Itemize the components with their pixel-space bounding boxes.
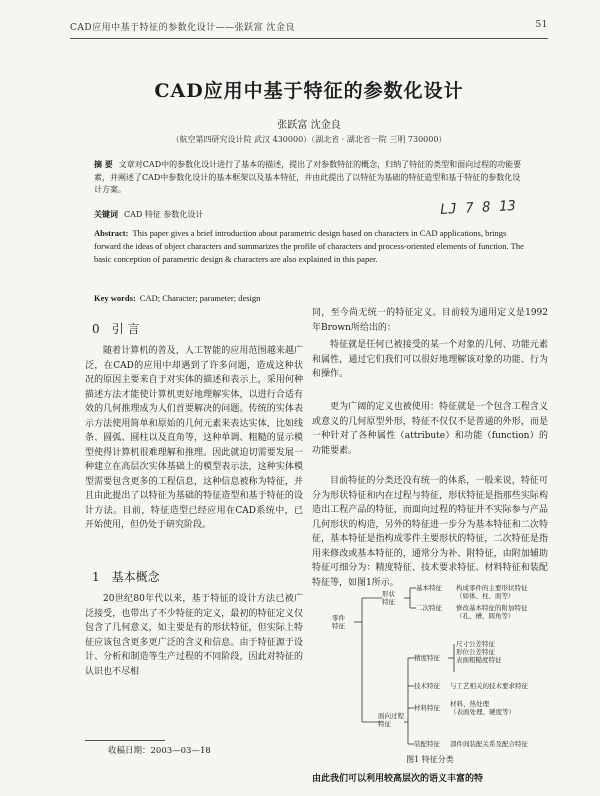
paper-title: CAD应用中基于特征的参数化设计 bbox=[154, 80, 464, 102]
node-tech-desc: 与工艺相关的技术要求特征 bbox=[450, 682, 528, 690]
keywords-en-label: Key words: bbox=[94, 293, 136, 303]
keywords-en-text: CAD; Character; parameter; design bbox=[139, 293, 261, 303]
right-paragraph-1: 同，至今尚无统一的特征定义。目前较为通用定义是1992年Brown所给出的： bbox=[312, 308, 548, 333]
concept-paragraph: 20世纪80年代以来，基于特征的设计方法已被广泛接受，也带出了不少特征的定义，最初的特征定义仅包含了几何意义，如主要是有的形状特征，但实际上特征应该包含更多更广泛的含义和信息。由于特征源于设计、分析和制造等生产过程的不同阶段，因此对特征的认识也不尽相 bbox=[85, 594, 303, 677]
node-precision: 精度特征 bbox=[414, 654, 440, 662]
abstract-en bbox=[94, 227, 524, 267]
figure-1 bbox=[330, 582, 546, 752]
section-1-title: 基本概念 bbox=[111, 570, 160, 584]
right-paragraph-3: 更为广阔的定义也被使用：特征就是一个包含工程含义或意义的几何原型外形，特征不仅仅不是普通的外形，而是一种针对了各种属性（attribute）和功能（function）的功能要素。 bbox=[312, 402, 548, 456]
keywords-en bbox=[94, 292, 524, 305]
section-0-number: 0 bbox=[92, 322, 100, 336]
node-tech: 技术特征 bbox=[414, 682, 440, 690]
section-1-number: 1 bbox=[92, 570, 100, 584]
right-paragraph-4: 目前特征的分类还没有统一的体系，一般来说，特征可分为形状特征和内在过程与特征，形状特征是指那些实际构造出工程产品的特征，而面向过程的特征并不实际参与产品几何形状的构造，另外的特征进一步分为基本特征和二次特征，基本特征是指构成零件主要形状的特征，二次特征是指用来修改或基本特征的，通常分为补、附特征，由附加辅助特征可细分为：精度特征、技术要求特征、材料特征和装配特征等，如图1所示。 bbox=[312, 476, 548, 588]
node-basic-desc: 构成零件的主要形状特征（如体、柱、面等） bbox=[456, 584, 528, 600]
abstract-en-text: This paper gives a brief introduction about parametric design based on characters in CAD applications, brings forward the ideas of object characters and summarizes the profile of characters and process-oriented elements of function. The basic conception of parametric design & characters are also explained in this paper. bbox=[94, 228, 524, 265]
node-root: 零件特征 bbox=[332, 614, 345, 630]
feature-tree-diagram bbox=[330, 582, 546, 752]
node-material-desc: 材料、热处理（表面处理、硬度等） bbox=[450, 700, 515, 716]
right-column-last-line: 由此我们可以利用较高层次的语义丰富的特 bbox=[312, 774, 484, 784]
page-number: 51 bbox=[535, 20, 548, 30]
node-process: 面向过程特征 bbox=[378, 712, 404, 728]
footnote-rule bbox=[85, 740, 165, 741]
node-material: 材料特征 bbox=[414, 704, 440, 712]
header-rule bbox=[70, 38, 548, 39]
keywords-cn-label: 关键词 bbox=[94, 209, 118, 219]
abstract-cn-label: 摘 要 bbox=[94, 159, 113, 169]
node-shape: 形状特征 bbox=[382, 590, 395, 606]
abstract-en-label: Abstract: bbox=[94, 228, 129, 238]
running-header bbox=[70, 20, 548, 36]
section-1-heading bbox=[92, 568, 160, 585]
node-assembly-desc: 部件间装配关系及配合特征 bbox=[450, 740, 528, 748]
node-assembly: 装配特征 bbox=[414, 740, 440, 748]
node-secondary-desc: 修改基本特征的附加特征（孔、槽、圆角等） bbox=[456, 604, 528, 620]
abstract-cn bbox=[94, 158, 524, 197]
abstract-cn-text: 文章对CAD中的参数化设计进行了基本的描述，提出了对参数特征的概念，归纳了特征的类型和面向过程的功能要素，并阐述了CAD中参数化设计的基本框架以及基本特征，并由此提出了以特征为基础的特征造型和基于特征的参数化设计方案。 bbox=[94, 160, 522, 195]
paper-affiliation: （航空第四研究设计院 武汉 430000）（湖北省 · 湖北省一院 三明 730000） bbox=[171, 135, 447, 144]
node-basic: 基本特征 bbox=[416, 584, 442, 592]
node-secondary: 二次特征 bbox=[416, 604, 442, 612]
running-title: CAD应用中基于特征的参数化设计——张跃富 沈金良 bbox=[70, 23, 295, 33]
handwritten-note: LJ 7 8 13 bbox=[439, 198, 517, 218]
right-paragraph-2: 特征就是任何已被接受的某一个对象的几何、功能元素和属性，通过它们我们可以很好地理解该对象的功能、行为和操作。 bbox=[312, 340, 548, 379]
section-0-title: 引 言 bbox=[111, 322, 140, 336]
footnote-received: 收稿日期：2003—03—18 bbox=[108, 746, 211, 756]
figure-1-caption: 图1 特征分类 bbox=[406, 755, 454, 764]
paper-authors: 张跃富 沈金良 bbox=[277, 120, 341, 131]
intro-paragraph: 随着计算机的普及，人工智能的应用范围越来越广泛，在CAD的应用中却遇到了许多问题，造成这种状况的原因主要来自于对实体的描述和表示上，采用何种描述方法才能使计算机更好地理解实体，以进行合适有效的几何推理成为人们首要解决的问题。传统的实体表示方法使用简单和原始的几何元素来表达实体，比如线条、圆弧、圆柱以及直角等，这种单调、粗糙的显示模型使得计算机很难理解和推理。因此就迫切需要发展一种建立在高层次实体基础上的模型表示法，这种实体模型需要包含更多的工程信息，这种信息被称为特征，并且由此提出了以特征为基础的特征造型和基于特征的设计方法。目前，特征造型已经应用在CAD系统中，已开始使用，但仍处于研究阶段。 bbox=[85, 346, 303, 530]
section-0-heading bbox=[92, 320, 139, 337]
keywords-cn-text: CAD 特征 参数化设计 bbox=[124, 210, 204, 219]
node-precision-desc: 尺寸公差特征形位公差特征表面粗糙度特征 bbox=[456, 640, 502, 664]
